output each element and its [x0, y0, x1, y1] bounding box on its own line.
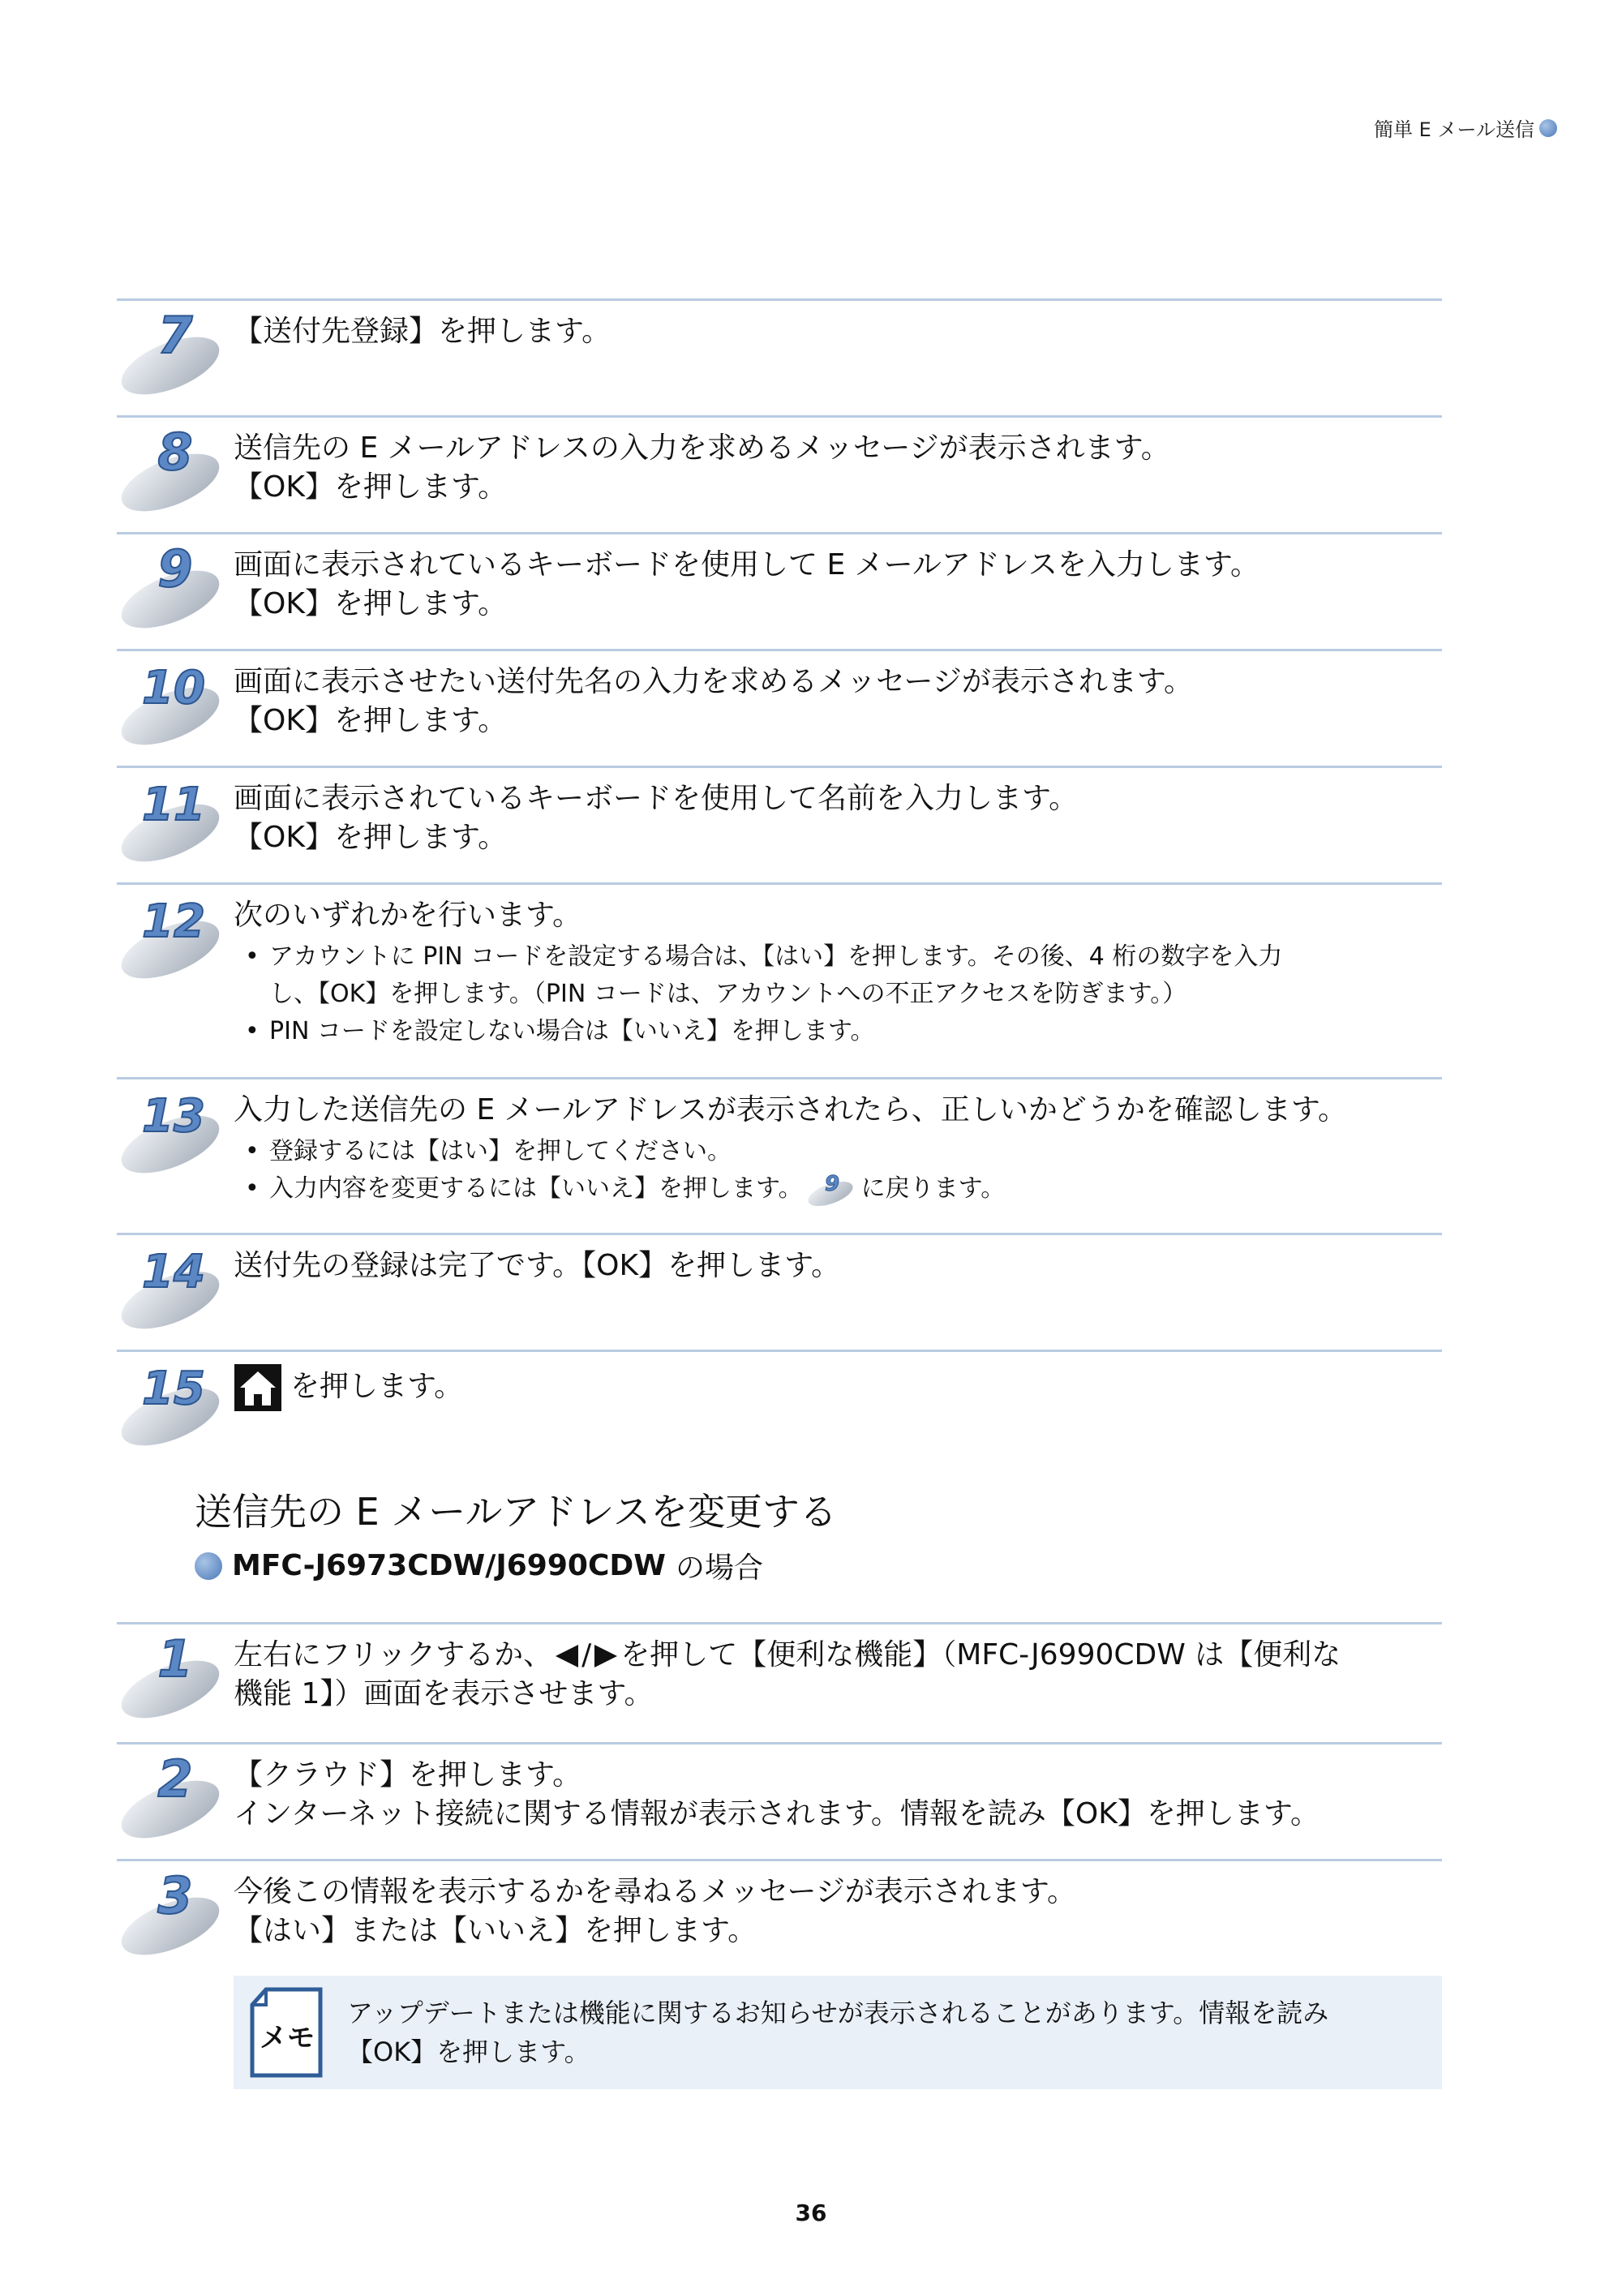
step-number-badge: [117, 423, 230, 520]
memo-box: [234, 1976, 1442, 2089]
home-icon[interactable]: [234, 1363, 282, 1412]
step-number-badge: [117, 890, 230, 987]
subsection-suffix: の場合: [675, 1551, 763, 1585]
step-text: 【OK】を押します。: [234, 587, 508, 620]
step-9: [117, 532, 1442, 620]
step-number: 12: [142, 895, 205, 948]
step-text: 機能 1】）画面を表示させます。: [234, 1677, 654, 1710]
memo-text: 【OK】を押します。: [347, 2036, 590, 2067]
step-number-badge: [117, 1866, 230, 1963]
step-12: [117, 882, 1442, 1045]
step-text: インターネット接続に関する情報が表示されます。情報を読み【OK】を押します。: [234, 1797, 1319, 1830]
step-text: 送信先の E メールアドレスの入力を求めるメッセージが表示されます。: [234, 431, 1170, 465]
step-number: 2: [157, 1749, 193, 1809]
step-number-badge: [117, 1629, 230, 1727]
model-name: MFC-J6973CDW/J6990CDW: [232, 1549, 666, 1582]
step-number: 8: [157, 423, 193, 482]
bullet-list: [234, 938, 1442, 1050]
step-7: [117, 298, 1442, 365]
step-number: 11: [142, 779, 205, 831]
step-15: [117, 1350, 1442, 1415]
header-bullet-icon: [1539, 119, 1557, 137]
subsection-title: [195, 1545, 763, 1586]
arrow-right-icon[interactable]: [591, 1642, 620, 1671]
memo-text: アップデートまたは機能に関するお知らせが表示されることがあります。情報を読み: [347, 1998, 1329, 2028]
step-number-badge: [117, 539, 230, 637]
bullet-text: 入力内容を変更するには【いいえ】を押します。: [269, 1174, 803, 1203]
step-8: [117, 415, 1442, 504]
step-number-badge: [117, 1084, 230, 1182]
step-b-1: [117, 1622, 1442, 1710]
step-text: 【OK】を押します。: [234, 704, 508, 737]
bullet-item: [234, 1013, 1442, 1050]
step-text: 【OK】を押します。: [234, 821, 508, 854]
step-number: 10: [142, 662, 205, 715]
header-title: 簡単 E メール送信: [1374, 118, 1534, 141]
step-text: 【クラウド】を押します。: [234, 1758, 582, 1792]
memo-icon: [250, 1987, 323, 2078]
memo-icon-label: メモ: [260, 2022, 315, 2054]
step-number: 14: [142, 1246, 205, 1298]
step-text: 画面に表示されているキーボードを使用して名前を入力します。: [234, 782, 1079, 815]
running-header: [1374, 114, 1557, 142]
bullet-list: [234, 1133, 1442, 1208]
bullet-text: • アカウントに PIN コードを設定する場合は、【はい】を押します。その後、4 桁の数字を入力: [269, 942, 1283, 971]
bullet-text: • PIN コードを設定しない場合は【いいえ】を押します。: [269, 1017, 875, 1045]
step-number: 1: [157, 1629, 193, 1689]
step-number: 15: [142, 1363, 205, 1415]
step-b-3: [117, 1859, 1442, 1947]
page-number: 36: [795, 2199, 827, 2226]
bullet-text: • 登録するには【はい】を押してください。: [269, 1137, 732, 1165]
step-number-badge: [117, 1749, 230, 1847]
step-text: 画面に表示させたい送付先名の入力を求めるメッセージが表示されます。: [234, 665, 1193, 698]
step-text: を押します。: [290, 1370, 464, 1403]
step-text: 【はい】または【いいえ】を押します。: [234, 1914, 757, 1947]
step-number-badge: [117, 1357, 230, 1454]
step-14: [117, 1233, 1442, 1298]
step-text: 【OK】を押します。: [234, 470, 508, 504]
step-number-badge: [117, 306, 230, 403]
step-10: [117, 649, 1442, 737]
step-number: 13: [142, 1090, 205, 1143]
step-b-2: [117, 1742, 1442, 1830]
step-number: 7: [157, 306, 193, 365]
step-reference-badge: [806, 1171, 858, 1208]
arrow-left-icon[interactable]: [552, 1642, 581, 1671]
step-text: 今後この情報を表示するかを尋ねるメッセージが表示されます。: [234, 1875, 1076, 1908]
step-text: 画面に表示されているキーボードを使用して E メールアドレスを入力します。: [234, 548, 1259, 582]
step-11: [117, 766, 1442, 854]
step-number: 9: [157, 539, 193, 599]
step-text: 入力した送信先の E メールアドレスが表示されたら、正しいかどうかを確認します。: [234, 1093, 1347, 1127]
step-13: [117, 1077, 1442, 1203]
step-reference-number: 9: [824, 1171, 839, 1196]
step-number: 3: [157, 1866, 193, 1925]
step-text: を押して【便利な機能】（MFC-J6990CDW は【便利な: [620, 1638, 1341, 1672]
arrow-separator: /: [581, 1638, 592, 1672]
step-text: 次のいずれかを行います。: [234, 899, 582, 932]
bullet-item: [234, 1170, 1442, 1208]
bullet-item: [234, 938, 1442, 1013]
bullet-item: [234, 1133, 1442, 1170]
subsection-bullet-icon: [195, 1552, 222, 1580]
step-text: 【送付先登録】を押します。: [234, 315, 611, 348]
bullet-text: し、【OK】を押します。（PIN コードは、アカウントへの不正アクセスを防ぎます。）: [269, 980, 1187, 1008]
step-text: 左右にフリックするか、: [234, 1638, 553, 1672]
section-title: 送信先の E メールアドレスを変更する: [195, 1490, 838, 1534]
step-number-badge: [117, 656, 230, 753]
step-number-badge: [117, 1240, 230, 1337]
step-text: 送付先の登録は完了です。【OK】を押します。: [234, 1249, 841, 1282]
step-number-badge: [117, 773, 230, 870]
bullet-text: に戻ります。: [860, 1174, 1006, 1203]
